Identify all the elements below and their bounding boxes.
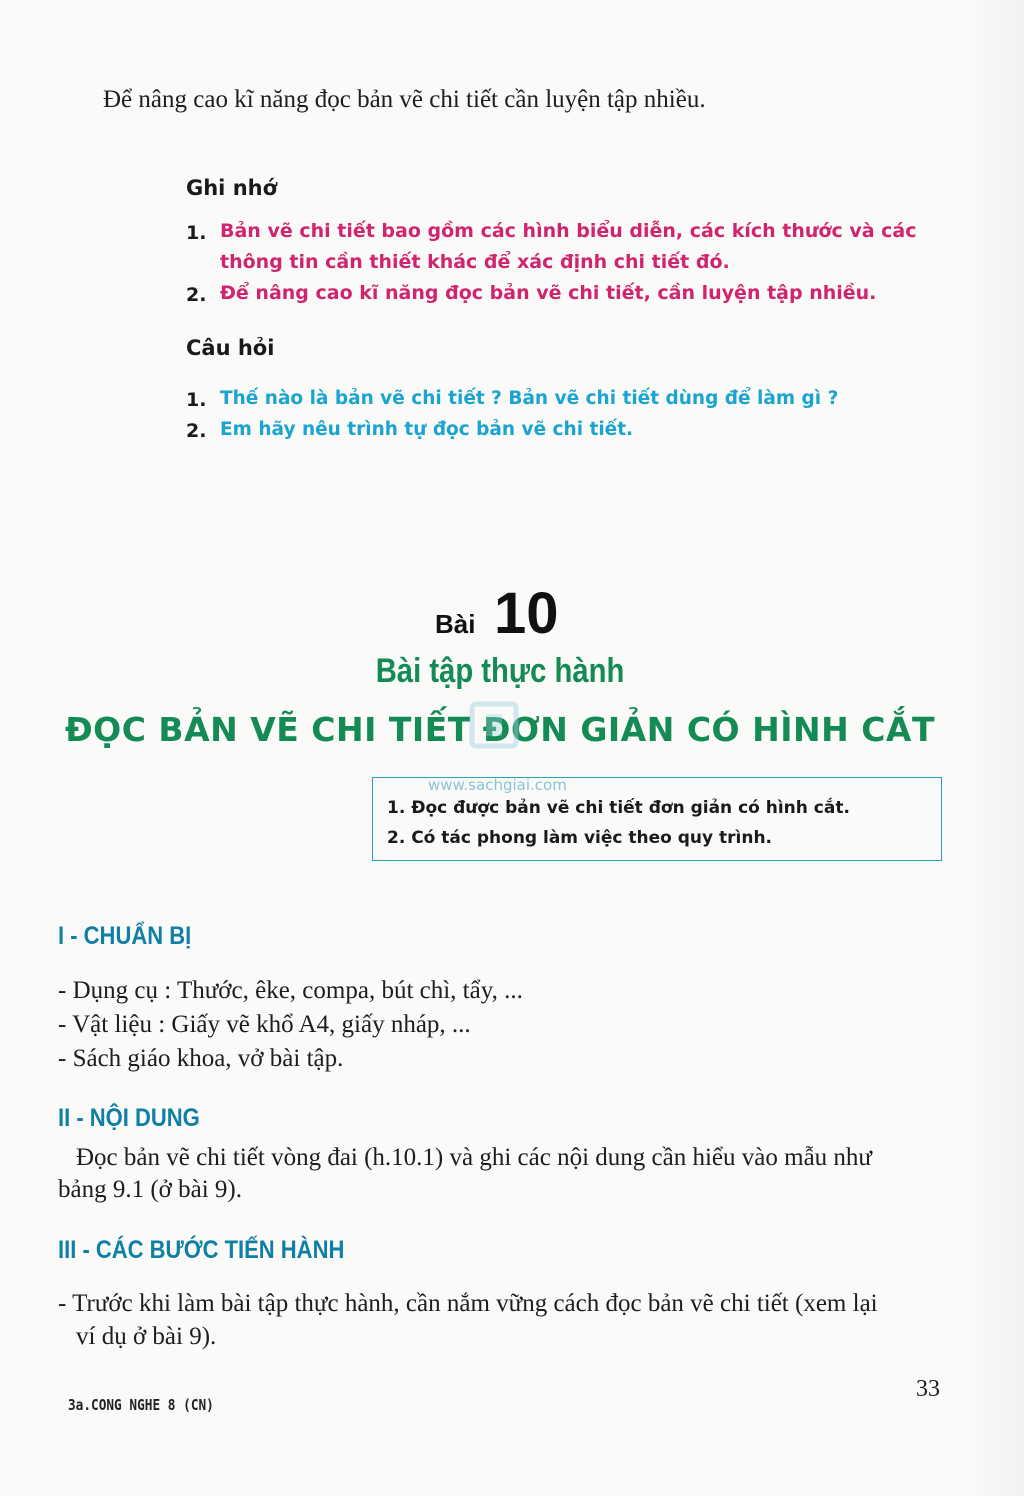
section-1-heading: I - CHUẨN BỊ [58,922,192,950]
section-1-line-2: - Vật liệu : Giấy vẽ khổ A4, giấy nháp, ... [58,1011,471,1038]
section-1-list [58,974,523,1076]
cau-hoi-item-2-number: 2. [186,420,207,442]
ghi-nho-item-2-line-1: Để nâng cao kĩ năng đọc bản vẽ chi tiết, cần luyện tập nhiều. [220,282,877,304]
ghi-nho-item-2-number: 2. [186,284,207,306]
section-1-line-1: - Dụng cụ : Thước, êke, compa, bút chì, tẩy, ... [58,977,523,1004]
lesson-subtitle: Bài tập thực hành [375,652,625,690]
lesson-word: Bài [435,609,476,639]
section-3-line-1: - Trước khi làm bài tập thực hành, cần nắm vững cách đọc bản vẽ chi tiết (xem lại [58,1290,878,1317]
cau-hoi-item-2-text: Em hãy nêu trình tự đọc bản vẽ chi tiết. [220,419,634,440]
ghi-nho-item-1-number: 1. [186,222,207,244]
intro-paragraph: Để nâng cao kĩ năng đọc bản vẽ chi tiết cần luyện tập nhiều. [103,86,706,113]
cau-hoi-item-1-text: Thế nào là bản vẽ chi tiết ? Bản vẽ chi tiết dùng để làm gì ? [220,388,839,409]
book-footer-label: 3a.CONG NGHE 8 (CN) [68,1396,214,1414]
section-2-line-2: bảng 9.1 (ở bài 9). [58,1176,243,1203]
cau-hoi-heading: Câu hỏi [186,336,275,360]
page-number: 33 [916,1376,940,1402]
lesson-title: ĐỌC BẢN VẼ CHI TIẾT ĐƠN GIẢN CÓ HÌNH CẮT [65,710,935,749]
section-2-heading: II - NỘI DUNG [58,1104,200,1132]
objective-2: 2. Có tác phong làm việc theo quy trình. [387,828,773,848]
ghi-nho-heading: Ghi nhớ [186,176,278,200]
lesson-number: 10 [494,581,559,646]
objective-1: 1. Đọc được bản vẽ chi tiết đơn giản có hình cắt. [387,798,850,818]
section-1-line-3: - Sách giáo khoa, vở bài tập. [58,1045,344,1072]
section-3-line-2: ví dụ ở bài 9). [76,1323,217,1350]
sachgiai-logo-watermark [408,700,588,770]
ghi-nho-item-1-line-2: thông tin cần thiết khác để xác định chi tiết đó. [220,251,730,273]
ghi-nho-item-1-line-1: Bản vẽ chi tiết bao gồm các hình biểu diễn, các kích thước và các [220,220,917,242]
objectives-box [372,777,942,861]
section-2-line-1: Đọc bản vẽ chi tiết vòng đai (h.10.1) và ghi các nội dung cần hiểu vào mẫu như [76,1144,872,1171]
watermark-url: www.sachgiai.com [428,776,567,794]
section-3-heading: III - CÁC BƯỚC TIẾN HÀNH [58,1236,345,1264]
cau-hoi-item-1-number: 1. [186,389,207,411]
